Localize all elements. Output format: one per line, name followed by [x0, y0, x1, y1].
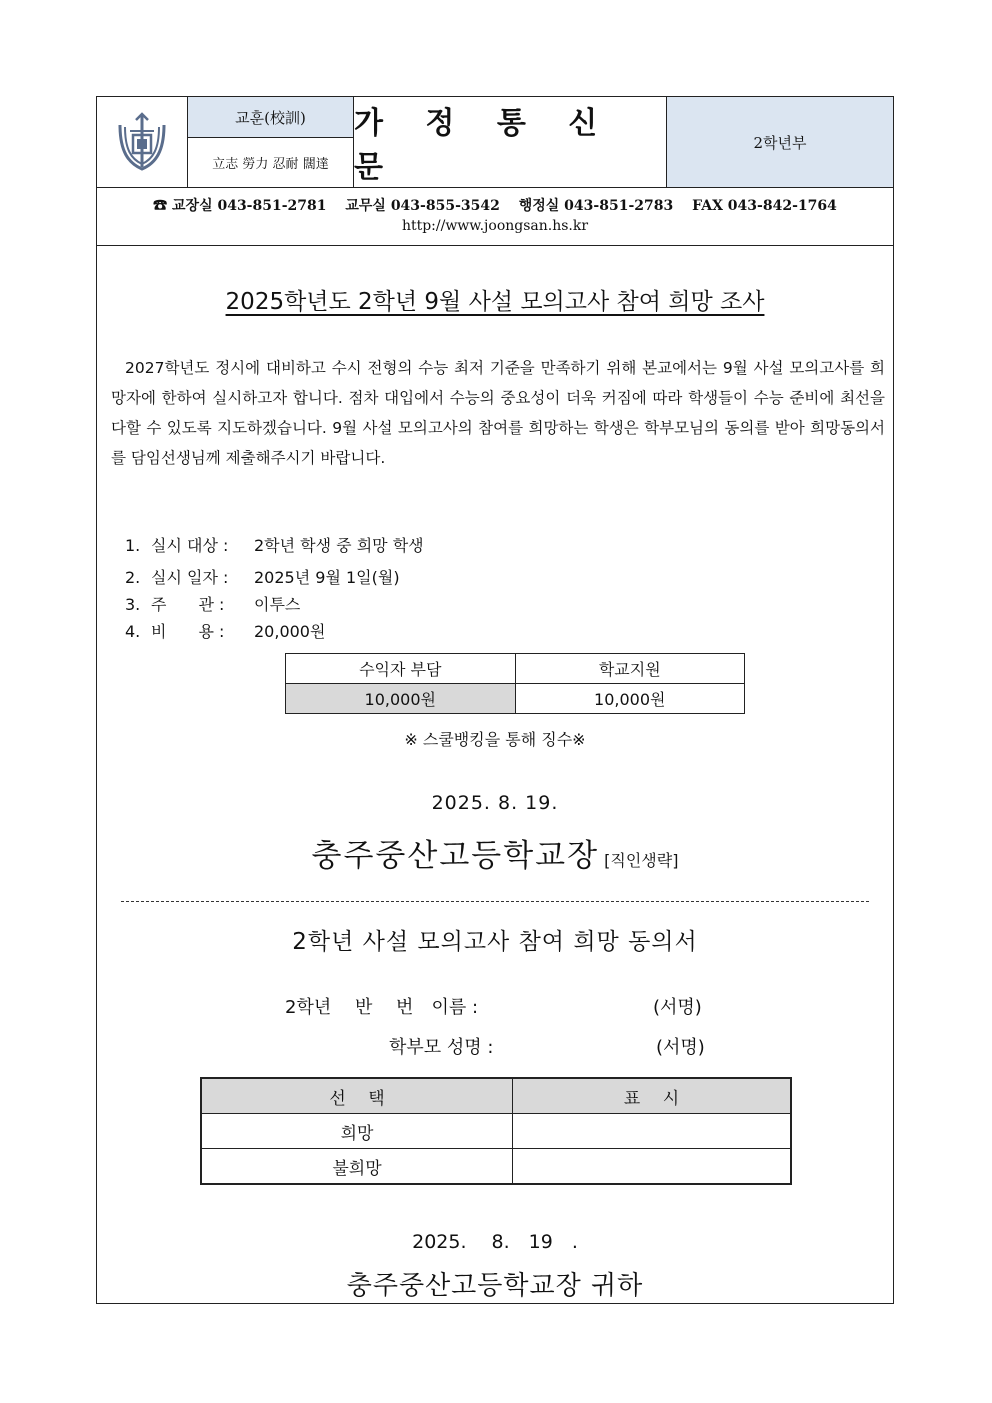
- item-number: 2.: [125, 568, 141, 587]
- item-label: 실시 일자 :: [151, 568, 229, 587]
- student-signature-field[interactable]: (서명): [653, 997, 702, 1018]
- consent-date: 2025. 8. 19 .: [412, 1231, 578, 1253]
- info-item: [125, 592, 300, 615]
- issue-date: 2025. 8. 19.: [431, 792, 559, 814]
- cut-line-divider: [121, 901, 869, 902]
- principal-office-phone: 교장실 043-851-2781: [172, 198, 327, 214]
- seal-omitted-note: [직인생략]: [604, 851, 679, 870]
- item-number: 1.: [125, 536, 141, 555]
- fee-value-cell: 10,000원: [286, 684, 516, 714]
- fax-number: FAX 043-842-1764: [692, 198, 837, 214]
- choice-option-label: 희망: [201, 1114, 513, 1149]
- choice-row: [201, 1149, 791, 1185]
- principal-signature: [97, 830, 893, 875]
- phone-icon: ☎: [153, 198, 168, 214]
- header: [97, 97, 893, 188]
- motto-text: 立志 勞力 忍耐 闊達: [188, 138, 354, 187]
- item-value: 2학년 학생 중 희망 학생: [254, 536, 424, 555]
- document-body: 2027학년도 정시에 대비하고 수시 전형의 수능 최저 기준을 만족하기 위해 본교에서는 9월 사설 모의고사를 희망자에 한하여 실시하고자 합니다. 점차 대입에서 수능의 중요성이 더욱 커짐에 따라 학생들이 수능 준비에 최선을 다할 수 있도록 지도하겠습니다. 9월 사설 모의고사의 참여를 희망하는 학생은 학부모님의 동의를 받아 희망동의서를 담임선생님께 제출해주시기 바랍니다.: [111, 359, 885, 467]
- signature-name: 충주중산고등학교장: [311, 838, 600, 874]
- school-website[interactable]: http://www.joongsan.hs.kr: [401, 218, 589, 234]
- parent-name-label: 학부모 성명 :: [389, 1037, 494, 1058]
- newsletter-title: 가 정 통 신 문: [354, 97, 667, 187]
- choice-header-mark: 표 시: [513, 1078, 792, 1114]
- admin-office-phone: 행정실 043-851-2783: [518, 198, 674, 214]
- fee-table-row: [286, 684, 745, 714]
- choice-header-select: 선 택: [201, 1078, 513, 1114]
- payment-note: ※ 스쿨뱅킹을 통해 징수※: [404, 730, 586, 749]
- student-name-label: 2학년 반 번 이름 :: [285, 997, 479, 1018]
- choice-mark-cell[interactable]: [513, 1114, 792, 1149]
- fee-header-cell: 학교지원: [515, 654, 745, 684]
- item-label: 실시 대상 :: [151, 536, 229, 555]
- item-value: 2025년 9월 1일(월): [254, 568, 400, 587]
- document-title: 2025학년도 2학년 9월 사설 모의고사 참여 희망 조사: [225, 289, 765, 315]
- choice-table-header: [201, 1078, 791, 1114]
- item-value: 이투스: [254, 595, 301, 614]
- choice-mark-cell[interactable]: [513, 1149, 792, 1185]
- fee-header-cell: 수익자 부담: [286, 654, 516, 684]
- info-item: [125, 533, 424, 556]
- choice-option-label: 불희망: [201, 1149, 513, 1185]
- academic-office-phone: 교무실 043-855-3542: [345, 198, 500, 214]
- item-label: 비 용 :: [151, 622, 225, 641]
- fee-table: [285, 653, 745, 714]
- motto-heading: 교훈(校訓): [188, 97, 354, 138]
- item-label: 주 관 :: [151, 595, 225, 614]
- department-label: 2학년부: [667, 97, 893, 187]
- item-value: 20,000원: [254, 622, 326, 641]
- choice-table: [200, 1077, 792, 1185]
- info-item: [125, 565, 400, 588]
- contact-info: [97, 187, 893, 246]
- item-number: 3.: [125, 595, 141, 614]
- info-item: [125, 619, 325, 642]
- fee-table-header: [286, 654, 745, 684]
- fee-value-cell: 10,000원: [515, 684, 745, 714]
- choice-row: [201, 1114, 791, 1149]
- consent-addressee: 충주중산고등학교장 귀하: [346, 1271, 644, 1301]
- parent-signature-field[interactable]: (서명): [656, 1037, 705, 1058]
- item-number: 4.: [125, 622, 141, 641]
- newsletter-frame: [96, 96, 894, 1304]
- contact-phones: [97, 195, 893, 215]
- school-emblem-icon: [114, 111, 170, 173]
- school-logo: [97, 97, 188, 187]
- consent-form-title: 2학년 사설 모의고사 참여 희망 동의서: [292, 929, 698, 955]
